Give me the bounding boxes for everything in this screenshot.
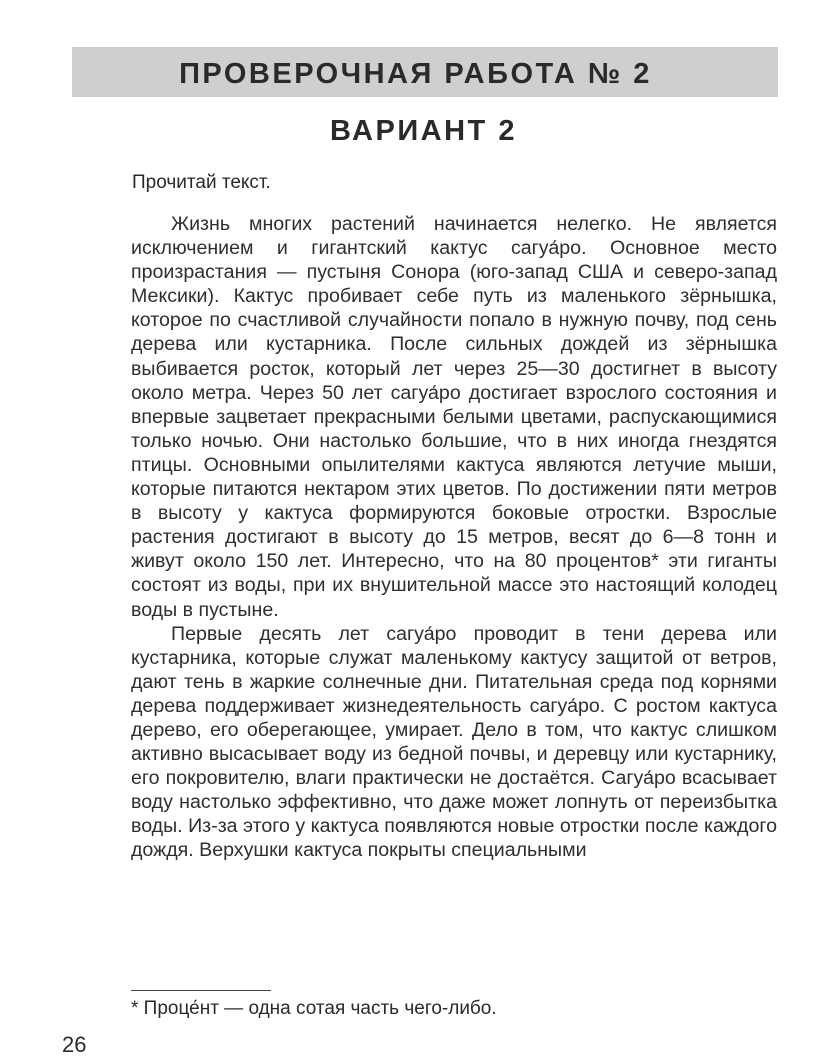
- footnote: * Проце́нт — одна сотая часть чего-либо.: [131, 998, 497, 1019]
- page-number: 26: [62, 1032, 87, 1057]
- paragraph-2: Первые десять лет сагуа́ро проводит в тени дерева или кустарника, которые служат маленькому кактусу защитой от ветров, дают тень в жаркие солнечные дни. Питательная среда под корнями дерева поддерживает жизнедеятельность сагуа́ро. С ростом кактуса дерево, его оберегающее, умирает. Дело в том, что кактус слишком активно высасывает воду из бедной почвы, и деревцу или кустарнику, его покровителю, влаги практически не достаётся. Сагуа́ро всасывает воду настолько эффективно, что даже может лопнуть от переизбытка воды. Из-за этого у кактуса появляются новые отростки после каждого дождя. Верхушки кактуса покрыты специальными: [131, 622, 777, 862]
- variant-title: ВАРИАНТ 2: [330, 115, 517, 147]
- paragraph-1: Жизнь многих растений начинается нелегко. Не является исключением и гигантский кактус сагуа́ро. Основное место произрастания — пустыня Сонора (юго-запад США и северо-запад Мексики). Кактус пробивает себе путь из маленького зёрнышка, которое по счастливой случайности попало в нужную почву, под сень дерева или кустарника. После сильных дождей из зёрнышка выбивается росток, который лет через 25—30 достигнет в высоту около метра. Через 50 лет сагуа́ро достигает взрослого состояния и впервые зацветает прекрасными белыми цветами, распускающимися только ночью. Они настолько большие, что в них иногда гнездятся птицы. Основными опылителями кактуса являются летучие мыши, которые питаются нектаром этих цветов. По достижении пяти метров в высоту у кактуса формируются боковые отростки. Взрослые растения достигают в высоту до 15 метров, весят до 6—8 тонн и живут около 150 лет. Интересно, что на 80 процентов* эти гиганты состоят из воды, при их внушительной массе это настоящий колодец воды в пустыне.: [131, 213, 777, 621]
- page-title: ПРОВЕРОЧНАЯ РАБОТА № 2: [179, 58, 652, 90]
- footnote-divider: [131, 990, 271, 991]
- reading-text: [131, 212, 777, 863]
- instruction-text: Прочитай текст.: [132, 172, 271, 193]
